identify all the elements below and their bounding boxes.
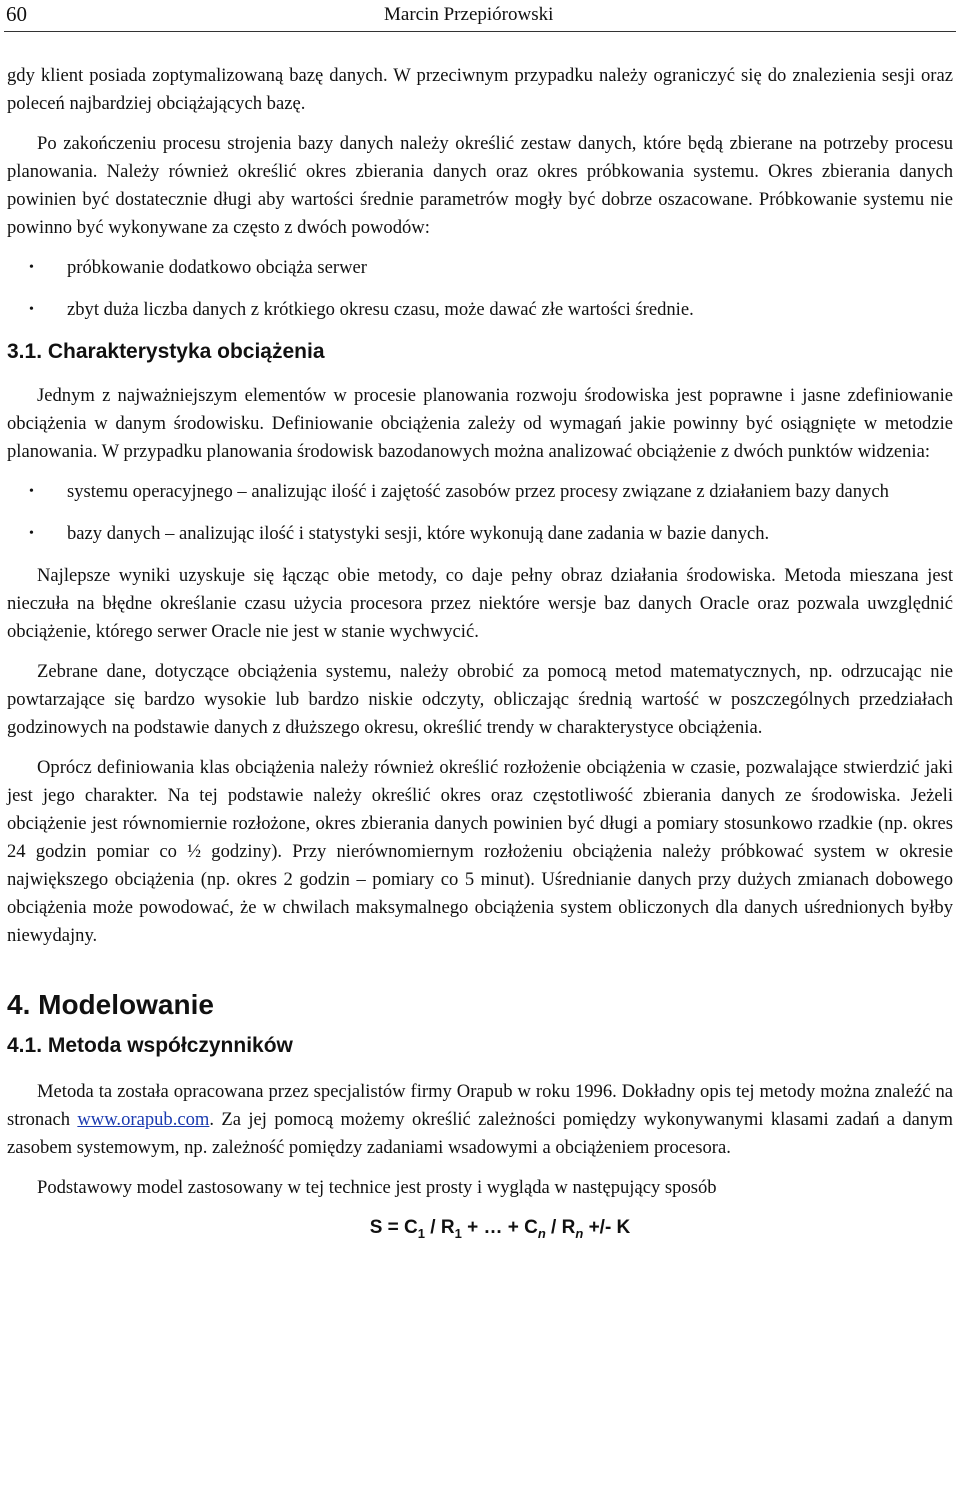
formula-part: S = C <box>369 1217 418 1238</box>
paragraph: gdy klient posiada zoptymalizowaną bazę danych. W przeciwnym przypadku należy ograniczyć się do znalezienia sesji oraz poleceń najbardziej obciążających bazę. <box>7 65 953 114</box>
formula-part: / R <box>425 1217 455 1238</box>
page-body <box>7 62 953 1248</box>
paragraph: Oprócz definiowania klas obciążenia należy również określić rozłożenie obciążenia w czasie, pozwalające stwierdzić jaki jest jego charakter. Na tej podstawie należy określić okres oraz częstotliwość zbierania danych ze środowiska. Jeżeli obciążenie jest równomiernie rozłożone, okres zbierania danych powinien być długi a pomiary stosunkowo rzadkie (np. okres 24 godzin pomiar co ½ godziny). Przy nierównomiernym rozłożeniu obciążenia należy próbkować system w okresie największego obciążenia (np. okres 2 godzin – pomiary co 5 minut). Uśrednianie danych przy dużych zmianach dobowego obciążenia może powodować, że w chwilach maksymalnego obciążenia system obliczonych dla danych uśrednionych byłby niewydajny. <box>7 757 953 946</box>
list-item <box>7 296 953 324</box>
paragraph <box>7 1078 953 1162</box>
formula-subscript: 1 <box>417 1225 425 1241</box>
formula-subscript: 1 <box>454 1225 462 1241</box>
paragraph: Po zakończeniu procesu strojenia bazy danych należy określić zestaw danych, które będą zbierane na potrzeby procesu planowania. Należy również określić okres zbierania danych oraz okres próbkowania systemu. Okres zbierania danych powinien być dostatecznie długi aby wartości średnie parametrów mogły być dobrze oszacowane. Próbkowanie systemu nie powinno być wykonywane za często z dwóch powodów: <box>7 133 953 238</box>
bullet-icon: • <box>29 484 34 499</box>
list-item-text: bazy danych – analizując ilość i statystyki sesji, które wykonują dane zadania w bazie danych. <box>67 523 770 544</box>
bullet-icon: • <box>29 526 34 541</box>
paragraph: Zebrane dane, dotyczące obciążenia systemu, należy obrobić za pomocą metod matematycznych, np. odrzucając nie powtarzające się bardzo wysokie lub bardzo niskie odczyty, obliczając średnią wartość w poszczególnych przedziałach godzinowych na podstawie danych z dłuższego okresu, określić trendy w charakterystyce obciążenia. <box>7 661 953 738</box>
formula-part: + … + C <box>461 1217 538 1238</box>
paragraph: Podstawowy model zastosowany w tej technice jest prosty i wygląda w następujący sposób <box>37 1177 717 1198</box>
list-item-text: zbyt duża liczba danych z krótkiego okresu czasu, może dawać złe wartości średnie. <box>67 299 694 320</box>
list-item <box>7 254 953 282</box>
paragraph-text: . Za jej pomocą możemy określić zależności pomiędzy wykonywanymi klasami zadań a danym zasobem systemowym, np. zależność pomiędzy zadaniami wsadowymi a obciążeniem procesora. <box>7 1109 953 1158</box>
page-header <box>0 0 960 32</box>
bullet-list <box>7 478 953 548</box>
list-item <box>7 478 953 506</box>
formula-part: +/- K <box>583 1217 631 1238</box>
list-item <box>7 520 953 548</box>
list-item-text: systemu operacyjnego – analizując ilość i zajętość zasobów przez procesy związane z działaniem bazy danych <box>67 481 889 502</box>
formula-subscript: n <box>575 1225 584 1241</box>
chapter-heading: 4. Modelowanie <box>7 989 214 1020</box>
bullet-list <box>7 254 953 324</box>
page-number: 60 <box>6 2 27 26</box>
formula <box>7 1214 953 1248</box>
formula-subscript: n <box>537 1225 546 1241</box>
section-heading: 4.1. Metoda współczynników <box>7 1034 293 1057</box>
paragraph-text: Metoda ta została opracowana przez specjalistów firmy Orapub w roku 1996. Dokładny opis tej metody można znaleźć na stronach <box>7 1081 953 1130</box>
bullet-icon: • <box>29 302 34 317</box>
paragraph: Najlepsze wyniki uzyskuje się łącząc obie metody, co daje pełny obraz działania środowiska. Metoda mieszana jest nieczuła na błędne określanie czasu użycia procesora przez niektóre wersje baz danych Oracle oraz pozwala uwzględnić obciążenie, którego serwer Oracle nie jest w stanie wychwycić. <box>7 565 953 642</box>
header-rule <box>4 31 956 32</box>
bullet-icon: • <box>29 260 34 275</box>
running-head: Marcin Przepiórowski <box>384 4 554 25</box>
section-heading: 3.1. Charakterystyka obciążenia <box>7 340 325 363</box>
formula-part: / R <box>545 1217 576 1238</box>
list-item-text: próbkowanie dodatkowo obciąża serwer <box>67 257 367 278</box>
paragraph: Jednym z najważniejszym elementów w procesie planowania rozwoju środowiska jest poprawne i jasne zdefiniowanie obciążenia w danym środowisku. Definiowanie obciążenia zależy od wymagań jakie powinny być osiągnięte w metodzie planowania. W przypadku planowania środowisk bazodanowych można analizować obciążenie z dwóch punktów widzenia: <box>7 385 953 462</box>
orapub-link[interactable]: www.orapub.com <box>77 1109 210 1130</box>
